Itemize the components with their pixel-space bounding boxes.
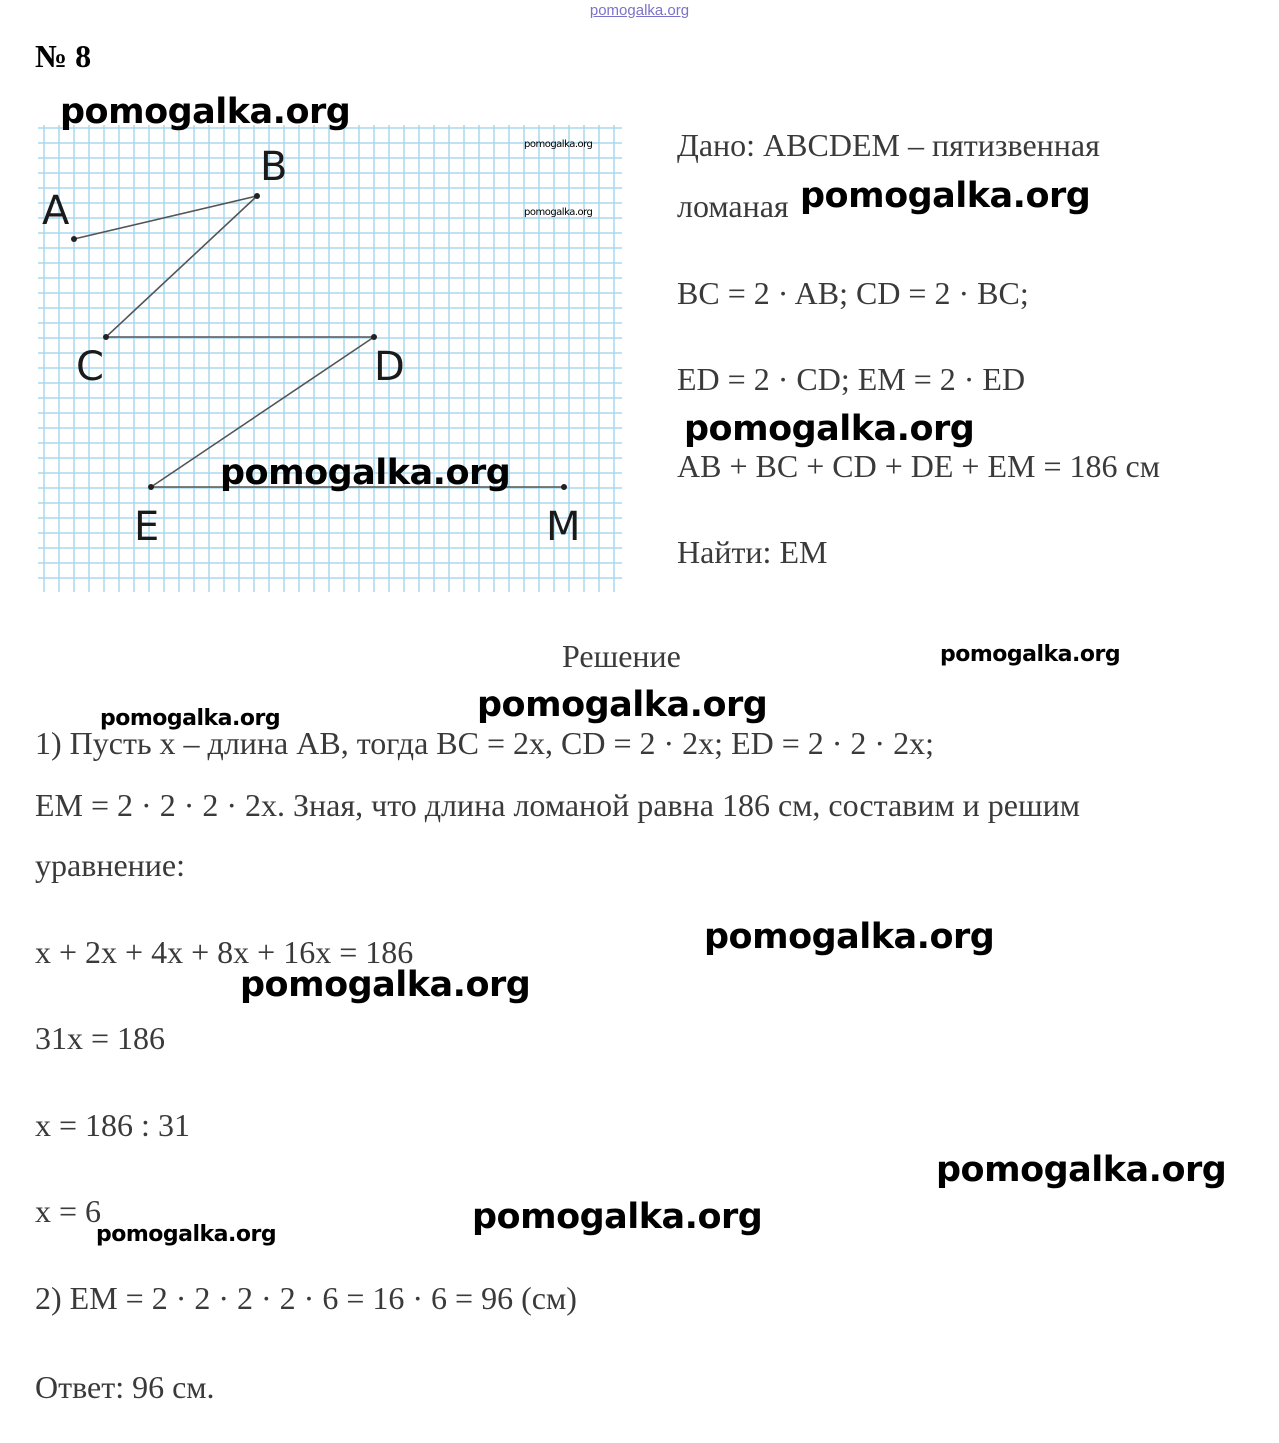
answer-line: Ответ: 96 см. (35, 1369, 215, 1405)
polyline-vertices (71, 193, 567, 490)
given-line-4: ED = 2 · CD; EM = 2 · ED (677, 361, 1026, 397)
label-m: M (546, 504, 581, 550)
watermark: pomogalka.org (800, 176, 1091, 216)
watermark: pomogalka.org (477, 685, 768, 725)
watermark: pomogalka.org (60, 92, 351, 132)
equation-line: x = 6 (35, 1193, 102, 1229)
vertex-m (561, 484, 567, 490)
watermark: pomogalka.org (220, 453, 511, 493)
site-watermark-top[interactable]: pomogalka.org (589, 2, 690, 19)
solution-line: уравнение: (35, 847, 185, 883)
given-line-6: Найти: EM (677, 534, 828, 570)
watermark: pomogalka.org (940, 642, 1121, 667)
vertex-a (71, 236, 77, 242)
label-d: D (374, 344, 405, 390)
watermark: pomogalka.org (240, 965, 531, 1005)
equation-line: 31x = 186 (35, 1020, 166, 1056)
watermark: pomogalka.org (936, 1150, 1227, 1190)
given-line-1: Дано: ABCDEM – пятизвенная (677, 127, 1100, 163)
watermark: pomogalka.org (96, 1222, 277, 1247)
label-b: B (260, 144, 288, 190)
vertex-d (371, 334, 377, 340)
label-a: A (42, 188, 70, 234)
vertex-c (103, 334, 109, 340)
given-line-2: ломаная (677, 188, 789, 224)
watermark: pomogalka.org (704, 917, 995, 957)
given-line-3: BC = 2 · AB; CD = 2 · BC; (677, 275, 1029, 311)
watermark: pomogalka.org (524, 139, 593, 150)
vertex-b (254, 193, 260, 199)
label-e: E (134, 504, 160, 550)
solution-line: EM = 2 · 2 · 2 · 2x. Зная, что длина ломаной равна 186 см, составим и решим (35, 787, 1080, 823)
vertex-e (148, 484, 154, 490)
solution-heading: Решение (562, 638, 681, 674)
watermark: pomogalka.org (472, 1197, 763, 1237)
given-line-5: AB + BC + CD + DE + EM = 186 см (677, 448, 1160, 484)
watermark: pomogalka.org (100, 706, 281, 731)
solution-line: 1) Пусть x – длина AB, тогда BC = 2x, CD = 2 · 2x; ED = 2 · 2 · 2x; (35, 725, 934, 761)
segment-bc (106, 196, 257, 337)
grid-paper (38, 125, 622, 592)
watermark: pomogalka.org (684, 409, 975, 449)
solution-line: 2) EM = 2 · 2 · 2 · 2 · 6 = 16 · 6 = 96 (см) (35, 1280, 577, 1316)
task-number: № 8 (35, 38, 92, 74)
equation-line: x + 2x + 4x + 8x + 16x = 186 (35, 934, 414, 970)
label-c: C (76, 344, 104, 390)
equation-line: x = 186 : 31 (35, 1107, 190, 1143)
watermark: pomogalka.org (524, 207, 593, 218)
